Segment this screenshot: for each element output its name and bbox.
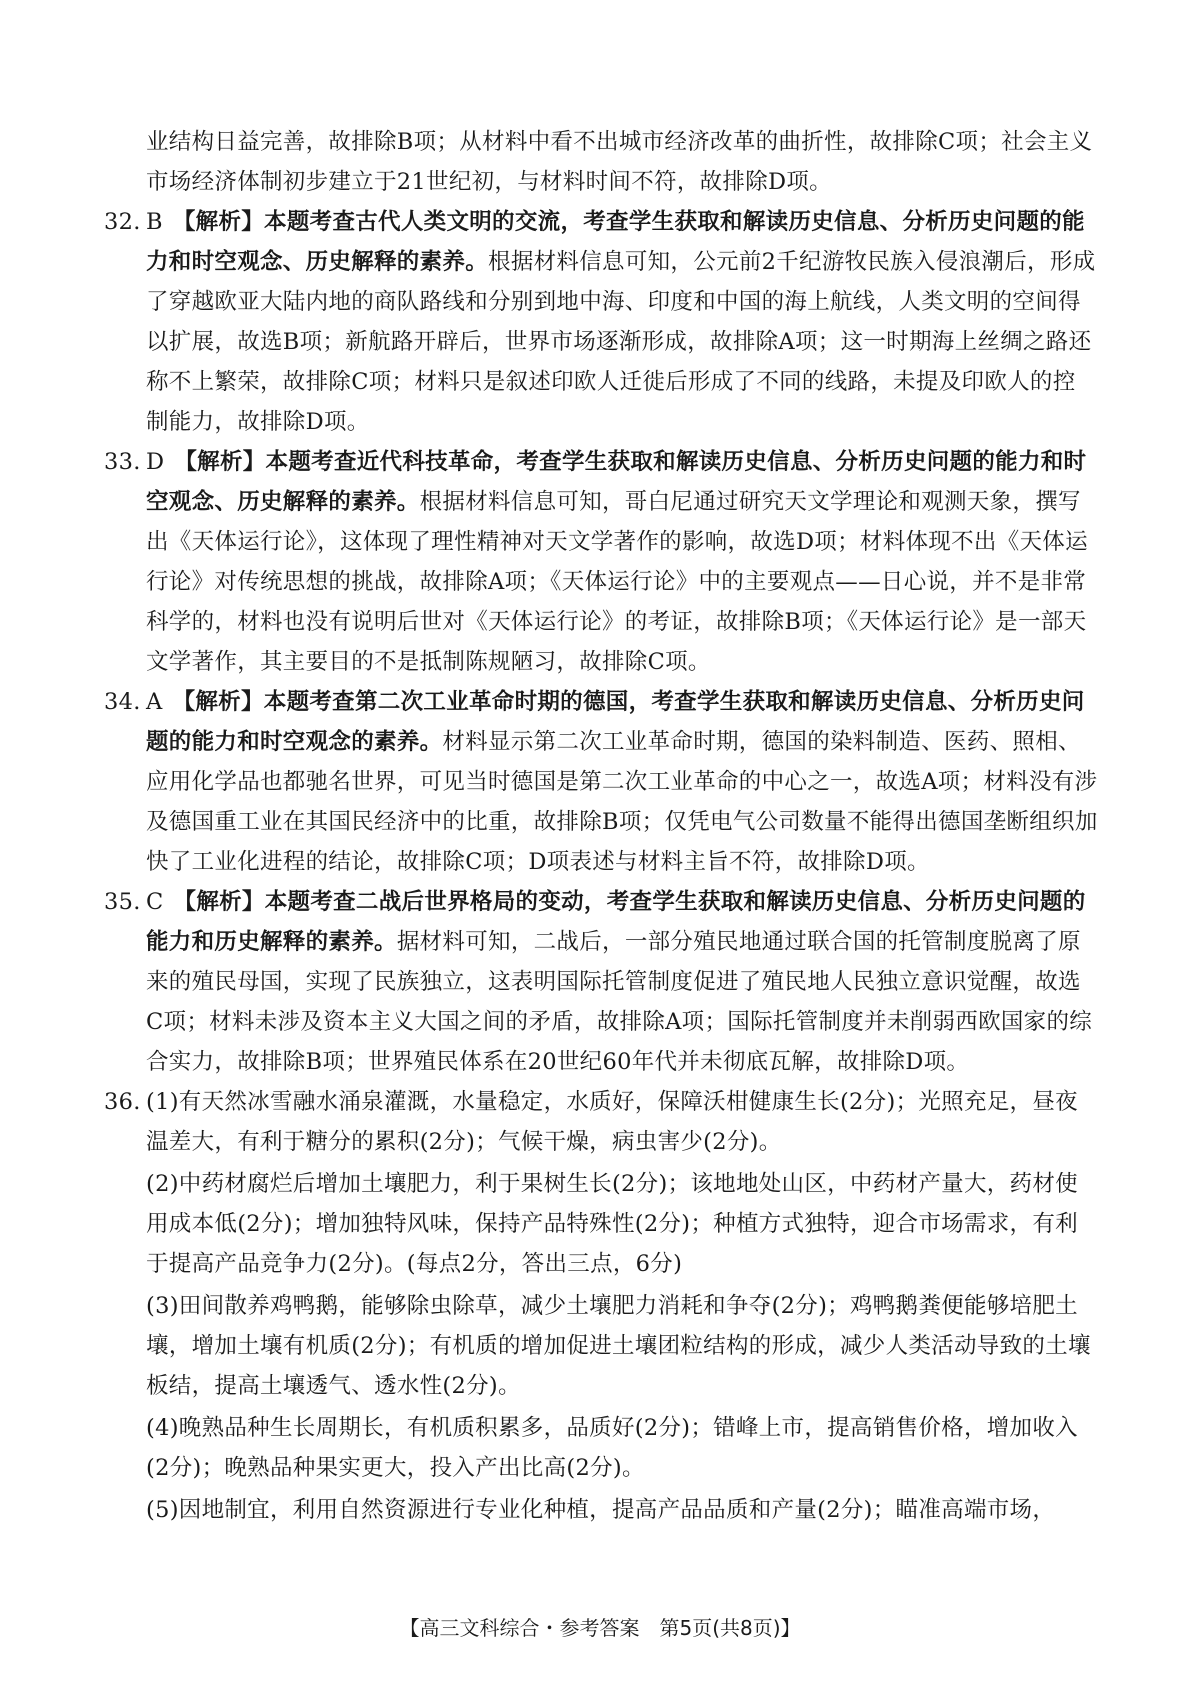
page-footer: 【高三文科综合・参考答案 第5页(共8页)】 (399, 1616, 801, 1640)
question-number: 36. (104, 1089, 141, 1115)
sub-answer-3: (3)田间散养鸡鸭鹅，能够除虫除草，减少土壤肥力消耗和争夺(2分)；鸡鸭鹅粪便能够培肥土壤，增加土壤有机质(2分)；有机质的增加促进土壤团粒结构的形成，减少人类活动导致的土壤板结，提高土壤透气、透水性(2分)。 (146, 1293, 1091, 1399)
answer-letter: A (146, 689, 163, 715)
analysis-heading: 【解析】本题考查第二次工业革命时期的德国，考查学生获取和解读历史信息、分析历史问题的能力和时空观念的素养。 (146, 689, 1085, 755)
question-number: 32. (104, 209, 141, 235)
analysis-heading: 【解析】本题考查二战后世界格局的变动，考查学生获取和解读历史信息、分析历史问题的能力和历史解释的素养。 (146, 889, 1086, 955)
analysis-heading: 【解析】本题考查古代人类文明的交流，考查学生获取和解读历史信息、分析历史问题的能力和时空观念、历史解释的素养。 (146, 209, 1085, 275)
answer-item-33 (104, 442, 1098, 682)
analysis-text: 据材料可知，二战后，一部分殖民地通过联合国的托管制度脱离了原来的殖民母国，实现了民族独立，这表明国际托管制度促进了殖民地人民独立意识觉醒，故选C项；材料未涉及资本主义大国之间的矛盾，故排除A项；国际托管制度并未削弱西欧国家的综合实力，故排除B项；世界殖民体系在20世纪60年代并未彻底瓦解，故排除D项。 (146, 929, 1093, 1075)
answer-letter: C (146, 889, 164, 915)
analysis-text: 根据材料信息可知，公元前2千纪游牧民族入侵浪潮后，形成了穿越欧亚大陆内地的商队路线和分别到地中海、印度和中国的海上航线，人类文明的空间得以扩展，故选B项；新航路开辟后，世界市场逐渐形成，故排除A项；这一时期海上丝绸之路还称不上繁荣，故排除C项；材料只是叙述印欧人迁徙后形成了不同的线路，未提及印欧人的控制能力，故排除D项。 (146, 249, 1096, 435)
analysis-text: 材料显示第二次工业革命时期，德国的染料制造、医药、照相、应用化学品也都驰名世界，可见当时德国是第二次工业革命的中心之一，故选A项；材料没有涉及德国重工业在其国民经济中的比重，故排除B项；仅凭电气公司数量不能得出德国垄断组织加快了工业化进程的结论，故排除C项；D项表述与材料主旨不符，故排除D项。 (146, 729, 1098, 875)
answer-item-32 (104, 202, 1098, 442)
answer-content (104, 122, 1098, 1530)
answer-letter: B (146, 209, 163, 235)
sub-answer-4: (4)晚熟品种生长周期长，有机质积累多，品质好(2分)；错峰上市，提高销售价格，增加收入(2分)；晚熟品种果实更大，投入产出比高(2分)。 (146, 1415, 1078, 1481)
continued-paragraph: 业结构日益完善，故排除B项；从材料中看不出城市经济改革的曲折性，故排除C项；社会主义市场经济体制初步建立于21世纪初，与材料时间不符，故排除D项。 (146, 129, 1093, 195)
answer-letter: D (146, 449, 165, 475)
analysis-text: 根据材料信息可知，哥白尼通过研究天文学理论和观测天象，撰写出《天体运行论》，这体现了理性精神对天文学著作的影响，故选D项；材料体现不出《天体运行论》对传统思想的挑战，故排除A项；《天体运行论》中的主要观点——日心说，并不是非常科学的，材料也没有说明后世对《天体运行论》的考证，故排除B项；《天体运行论》是一部天文学著作，其主要目的不是抵制陈规陋习，故排除C项。 (146, 489, 1088, 675)
answer-item-34 (104, 682, 1098, 882)
answer-item-36 (104, 1082, 1098, 1530)
sub-answer-1: (1)有天然冰雪融水涌泉灌溉，水量稳定，水质好，保障沃柑健康生长(2分)；光照充足，昼夜温差大，有利于糖分的累积(2分)；气候干燥，病虫害少(2分)。 (146, 1089, 1078, 1155)
sub-answer-5: (5)因地制宜，利用自然资源进行专业化种植，提高产品品质和产量(2分)；瞄准高端市场， (146, 1497, 1056, 1523)
answer-item-35 (104, 882, 1098, 1082)
sub-answer-2: (2)中药材腐烂后增加土壤肥力，利于果树生长(2分)；该地地处山区，中药材产量大，药材使用成本低(2分)；增加独特风味，保持产品特殊性(2分)；种植方式独特，迎合市场需求，有利于提高产品竞争力(2分)。(每点2分，答出三点，6分) (146, 1171, 1078, 1277)
question-number: 33. (104, 449, 141, 475)
question-number: 34. (104, 689, 141, 715)
question-number: 35. (104, 889, 141, 915)
analysis-heading: 【解析】本题考查近代科技革命，考查学生获取和解读历史信息、分析历史问题的能力和时空观念、历史解释的素养。 (146, 449, 1087, 515)
